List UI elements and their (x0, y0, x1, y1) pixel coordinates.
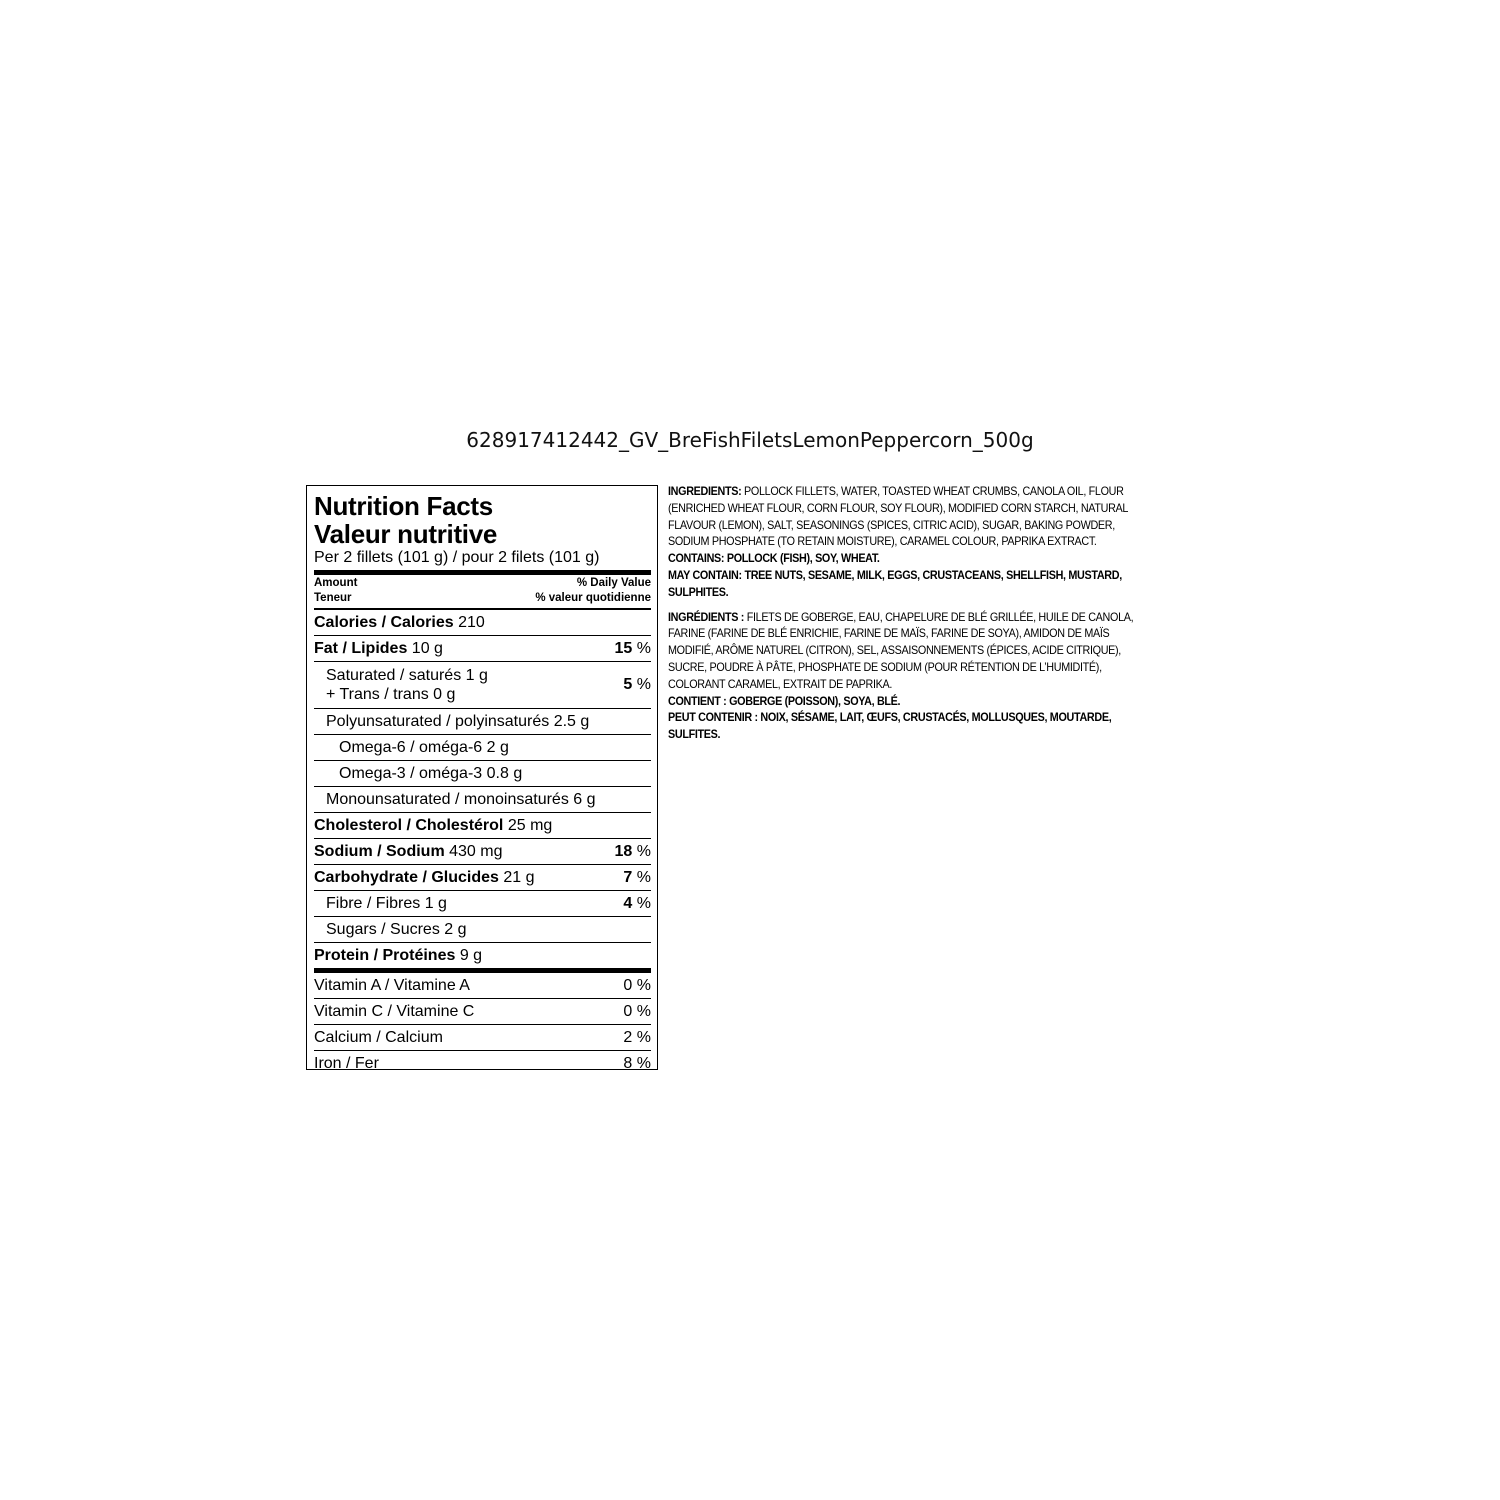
row-protein (314, 943, 651, 973)
sodium-pct-unit: % (636, 842, 651, 860)
ingredients-en-text-1: POLLOCK FILLETS, WATER, TOASTED WHEAT CRUMBS, CANOLA OIL, FLOUR (744, 485, 1124, 498)
poly-label: Polyunsaturated / polyinsaturés 2.5 g (326, 712, 590, 730)
may-contain-fr-1 (668, 710, 1170, 727)
may-contain-en-2 (668, 585, 1170, 602)
amount-header (314, 575, 651, 610)
row-polyunsaturated (314, 709, 651, 735)
fibre-label: Fibre / Fibres 1 g (326, 894, 447, 912)
cholesterol-value: 25 mg (507, 816, 553, 834)
row-saturated-trans (314, 662, 651, 709)
row-calories (314, 610, 651, 636)
contains-fr-text: CONTIENT : GOBERGE (POISSON), SOYA, BLÉ. (668, 694, 901, 708)
row-carbohydrate (314, 865, 651, 891)
fat-value: 10 g (411, 639, 443, 657)
iron-label: Iron / Fer (314, 1054, 379, 1072)
ingredients-fr-text-1: FILETS DE GOBERGE, EAU, CHAPELURE DE BLÉ GRILLÉE, HUILE DE CANOLA, (746, 610, 1134, 624)
iron-pct: 8 % (623, 1054, 651, 1072)
row-calcium (314, 1025, 651, 1051)
vitamin-c-label: Vitamin C / Vitamine C (314, 1002, 475, 1020)
may-contain-fr-text-1: PEUT CONTENIR : NOIX, SÉSAME, LAIT, ŒUFS, CRUSTACÉS, MOLLUSQUES, MOUTARDE, (668, 711, 1112, 725)
ingredients-en-heading: INGREDIENTS: (668, 485, 742, 498)
carb-pct: 7 (623, 868, 633, 886)
amount-label-en: Amount (314, 577, 358, 589)
sugars-label: Sugars / Sucres 2 g (326, 920, 467, 938)
vitamin-a-label: Vitamin A / Vitamine A (314, 976, 470, 994)
carb-pct-unit: % (636, 868, 651, 886)
section-gap (668, 602, 1170, 610)
mono-label: Monounsaturated / monoinsaturés 6 g (326, 790, 596, 808)
amount-label-fr: Teneur (314, 591, 352, 604)
cholesterol-label: Cholesterol / Cholestérol (314, 816, 504, 834)
contains-en (668, 551, 1170, 568)
ingredients-fr-line-3: MODIFIÉ, ARÔME NATUREL (CITRON), SEL, ASSAISONNEMENTS (ÉPICES, ACIDE CITRIQUE), (668, 644, 1121, 658)
serving-size: Per 2 fillets (101 g) / pour 2 filets (101 g) (314, 549, 600, 566)
vitamin-a-pct: 0 % (623, 976, 651, 994)
ingredients-block (668, 484, 1170, 744)
file-title: 628917412442_GV_BreFishFiletsLemonPeppercorn_500g (466, 428, 1034, 452)
sodium-value: 430 mg (449, 842, 503, 860)
trans-label: + Trans / trans 0 g (326, 686, 456, 703)
calcium-pct: 2 % (623, 1028, 651, 1046)
contains-en-text: CONTAINS: POLLOCK (FISH), SOY, WHEAT. (668, 552, 880, 566)
fat-pct-unit: % (636, 639, 651, 657)
calories-value: 210 (458, 613, 485, 631)
row-vitamin-c (314, 999, 651, 1025)
row-omega6 (314, 735, 651, 761)
ingredients-fr-line-4: SUCRE, POUDRE À PÂTE, PHOSPHATE DE SODIUM (POUR RÉTENTION DE L’HUMIDITÉ), (668, 660, 1102, 674)
sodium-label: Sodium / Sodium (314, 842, 445, 860)
row-iron (314, 1051, 651, 1076)
nutrition-title-fr: Valeur nutritive (314, 519, 498, 549)
daily-value-label-fr: % valeur quotidienne (535, 591, 651, 604)
saturated-pct-unit: % (636, 676, 651, 693)
row-vitamin-a (314, 973, 651, 999)
may-contain-en-1 (668, 568, 1170, 585)
protein-value: 9 g (459, 946, 483, 964)
fat-label: Fat / Lipides (314, 639, 408, 657)
ingredients-en-line-2: (ENRICHED WHEAT FLOUR, CORN FLOUR, SOY FLOUR), MODIFIED CORN STARCH, NATURAL (668, 501, 1129, 515)
ingredients-fr-heading: INGRÉDIENTS : (668, 610, 745, 624)
fat-pct: 15 (614, 639, 633, 657)
ingredients-fr-line-1 (668, 610, 1170, 627)
vitamin-c-pct: 0 % (623, 1002, 651, 1020)
row-sodium (314, 839, 651, 865)
ingredients-en-line-1 (668, 484, 1170, 501)
ingredients-fr-line-2: FARINE (FARINE DE BLÉ ENRICHIE, FARINE DE MAÏS, FARINE DE SOYA), AMIDON DE MAÏS (668, 627, 1110, 641)
saturated-pct: 5 (623, 676, 633, 693)
sodium-pct: 18 (614, 842, 633, 860)
may-contain-fr-text-2: SULFITES. (668, 728, 721, 742)
fibre-pct: 4 (623, 894, 633, 912)
calories-label: Calories / Calories (314, 613, 454, 631)
saturated-label: Saturated / saturés 1 g (326, 667, 488, 684)
may-contain-en-text-1: MAY CONTAIN: TREE NUTS, SESAME, MILK, EGGS, CRUSTACEANS, SHELLFISH, MUSTARD, (668, 568, 1122, 582)
row-monounsaturated (314, 787, 651, 813)
row-cholesterol (314, 813, 651, 839)
may-contain-en-text-2: SULPHITES. (668, 585, 729, 599)
row-fat (314, 636, 651, 662)
daily-value-label-en: % Daily Value (576, 577, 651, 589)
row-fibre (314, 891, 651, 917)
row-sugars (314, 917, 651, 943)
ingredients-fr-line-5: COLORANT CARAMEL, EXTRAIT DE PAPRIKA. (668, 677, 893, 691)
fibre-pct-unit: % (636, 894, 651, 912)
omega6-label: Omega-6 / oméga-6 2 g (339, 738, 509, 756)
nutrition-facts-panel (306, 485, 658, 1070)
omega3-label: Omega-3 / oméga-3 0.8 g (339, 764, 523, 782)
nutrition-title-en: Nutrition Facts (314, 491, 493, 521)
carb-value: 21 g (503, 868, 535, 886)
carb-label: Carbohydrate / Glucides (314, 868, 499, 886)
ingredients-en-line-4: SODIUM PHOSPHATE (TO RETAIN MOISTURE), CARAMEL COLOUR, PAPRIKA EXTRACT. (668, 535, 1097, 549)
ingredients-en-line-3: FLAVOUR (LEMON), SALT, SEASONINGS (SPICES, CITRIC ACID), SUGAR, BAKING POWDER, (668, 518, 1115, 532)
row-omega3 (314, 761, 651, 787)
contains-fr (668, 694, 1170, 711)
calcium-label: Calcium / Calcium (314, 1028, 443, 1046)
protein-label: Protein / Protéines (314, 946, 456, 964)
may-contain-fr-2 (668, 727, 1170, 744)
